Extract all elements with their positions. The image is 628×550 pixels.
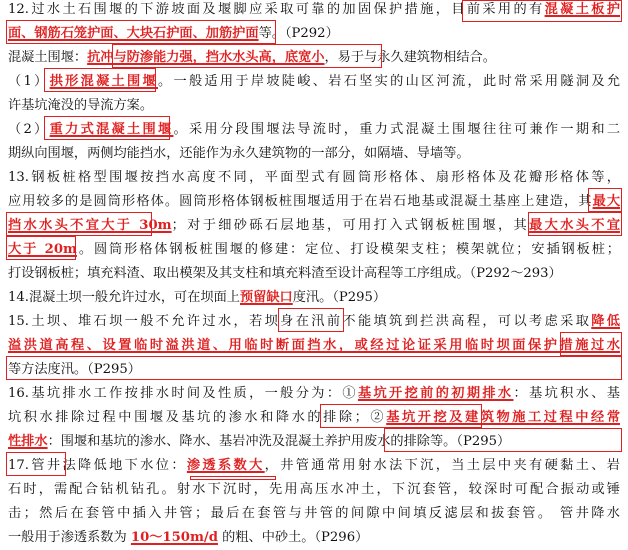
text-run: 13.钢板桩格型围堰按挡水高度不同，平面型式有圆筒形格体、扇形格体及花瓣形格体等， <box>8 170 620 185</box>
highlighted-text: 面、钢筋石笼护面、大块石护面、加筋护面 <box>8 26 259 41</box>
text-line <box>8 358 620 382</box>
text-line <box>8 502 620 526</box>
highlighted-text: 拱形混凝土围堰 <box>49 74 158 89</box>
text-run: ；对于细砂砾石层地基，可用打入式钢板桩围堰，其 <box>171 218 530 233</box>
text-run: 混凝土围堰： <box>8 50 88 65</box>
highlighted-text: 预留缺口 <box>239 290 293 305</box>
highlighted-text: 10～150m/d <box>130 530 218 545</box>
text-run: 14.混凝土坝一般允许过水，可在坝面上 <box>8 290 240 305</box>
text-run: 坑积水排除过程中围堰及基坑的渗水和降水的排除；② <box>8 410 387 425</box>
text-line <box>8 526 620 550</box>
text-run: 许基坑淹没的导流方案。 <box>8 98 154 113</box>
text-run: 15.土坝、堆石坝一般不允许过水，若坝身在汛前不能填筑到拦洪高程，可以考虑采取 <box>8 314 592 329</box>
text-run: ，易于与永久建筑物相结合。 <box>324 50 496 65</box>
highlighted-text: 最大水头不宜 <box>529 218 620 233</box>
text-run: 的粗、中砂土。（P296） <box>217 530 369 545</box>
text-run: 应用较多的是圆筒形格体。圆筒形格体钢板桩围堰适用于在岩石地基或混凝土基座上建造，其 <box>8 194 593 209</box>
text-run: 一般用于渗透系数为 <box>8 530 131 545</box>
text-run: 打设钢板桩；填充料渣、取出模架及其支柱和填充料渣至设计高程等工序组成。（P292～293） <box>8 266 562 281</box>
text-line <box>8 310 620 334</box>
text-line <box>8 22 620 46</box>
text-run: 17.管井法降低地下水位： <box>8 458 187 473</box>
text-line <box>8 430 620 454</box>
text-run: （1） <box>8 74 50 89</box>
text-run: 16.基坑排水工作按排水时间及性质，一般分为：① <box>8 386 358 401</box>
highlighted-text: 混凝土板护 <box>544 2 620 17</box>
highlighted-text: 大于 20m <box>8 242 77 257</box>
text-run: 期纵向围堰，两侧均能挡水，还能作为永久建筑物的一部分，如隔墙、导墙等。 <box>8 146 470 161</box>
text-line <box>8 238 620 262</box>
highlighted-text: 基坑开挖前的初期排水 <box>357 386 514 401</box>
text-line <box>8 382 620 406</box>
highlighted-text: 溢洪道高程、设置临时溢洪道、用临时断面挡水，或经过论证采用临时坝面保护措施过水 <box>8 338 620 353</box>
text-run: （2） <box>8 122 50 137</box>
highlighted-text: 最大 <box>592 194 620 209</box>
text-run: 。一般适用于岸坡陡峻、岩石坚实的山区河流，此时常采用隧洞及允 <box>157 74 620 89</box>
text-run: 12.过水土石围堰的下游坡面及堰脚应采取可靠的加固保护措施，目前采用的有 <box>8 2 545 17</box>
highlighted-text: 渗透系数大 <box>186 458 265 473</box>
text-line <box>8 46 620 70</box>
text-line <box>8 166 620 190</box>
text-run: 击；然后在套管中插入井管；最后在套管与井管的间隙中间填反滤层和拔套管。 管井降水 <box>8 506 620 521</box>
text-run: 等方法度汛。（P295） <box>8 362 141 377</box>
text-run: 度汛。（P295） <box>292 290 387 305</box>
highlighted-text: 重力式混凝土围堰 <box>49 122 174 137</box>
highlighted-text: 基坑开挖及建筑物施工过程中经常 <box>386 410 620 425</box>
text-run: 等。（P292） <box>258 26 339 41</box>
highlighted-text: 降低 <box>591 314 620 329</box>
text-line <box>8 478 620 502</box>
text-line <box>8 214 620 238</box>
text-run: 。圆筒形格体钢板桩围堰的修建：定位、打设模架支柱；模架就位；安插钢板桩； <box>76 242 620 257</box>
text-line <box>8 70 620 94</box>
text-line <box>8 0 620 22</box>
text-run: 。采用分段围堰法导流时，重力式混凝土围堰往往可兼作一期和二 <box>173 122 620 137</box>
text-run: ，井管通常用射水法下沉，当土层中夹有硬黏土、岩 <box>264 458 620 473</box>
text-line <box>8 118 620 142</box>
text-run: 石时，需配合钻机钻孔。射水下沉时，先用高压水冲土，下沉套管，较深时可配合振动或锤 <box>8 482 620 497</box>
highlighted-text: 性排水 <box>8 434 48 449</box>
highlighted-text: 抗冲与防渗能力强，挡水水头高，底宽小 <box>87 50 325 65</box>
highlighted-text: 挡水水头不宜大于 30m <box>8 218 172 233</box>
text-line <box>8 262 620 286</box>
text-line <box>8 286 620 310</box>
text-run: ：围堰和基坑的渗水、降水、基岩冲洗及混凝土养护用废水的排除等。（P295） <box>47 434 511 449</box>
text-line <box>8 142 620 166</box>
text-run: ：基坑积水、基 <box>513 386 620 401</box>
text-line <box>8 454 620 478</box>
text-line <box>8 190 620 214</box>
text-line <box>8 406 620 430</box>
text-line <box>8 94 620 118</box>
text-line <box>8 334 620 358</box>
